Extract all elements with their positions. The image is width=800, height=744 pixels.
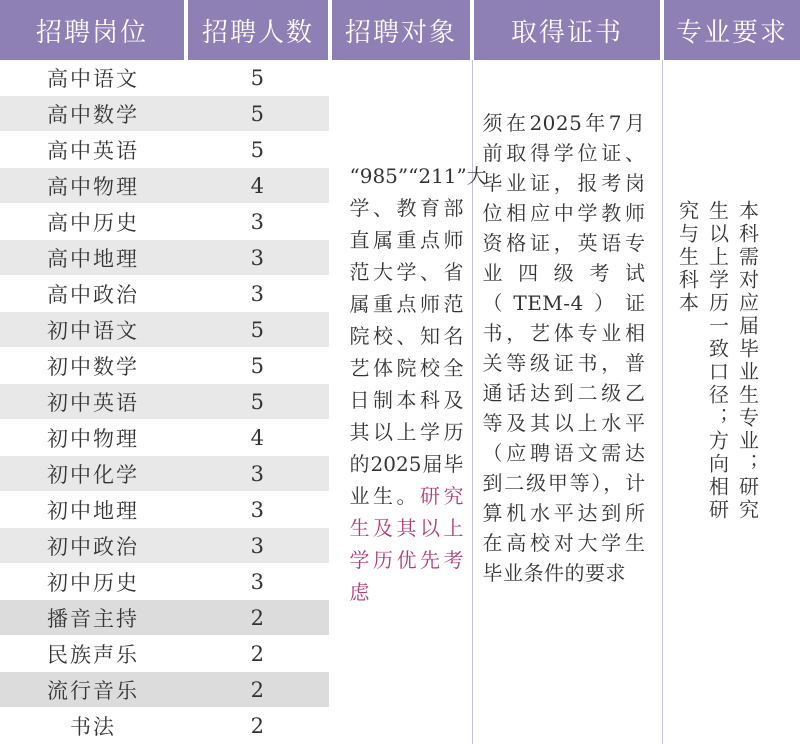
header-count: 招聘人数 [186,0,330,60]
certificate-cell [472,60,662,744]
count-cell: 3 [186,204,330,240]
position-cell: 初中历史 [0,564,186,600]
table-row [0,60,800,96]
count-cell: 3 [186,456,330,492]
count-cell: 2 [186,636,330,672]
count-cell: 3 [186,492,330,528]
position-cell: 高中政治 [0,276,186,312]
count-cell: 3 [186,564,330,600]
count-cell: 2 [186,600,330,636]
target-text: “985”“211”大学、教育部直属重点师范大学、省属重点师范院校、知名艺体院校全日制本科及其以上学历的2025届毕业生。 [349,164,487,508]
position-cell: 高中数学 [0,96,186,132]
position-cell: 初中物理 [0,420,186,456]
count-cell: 5 [186,348,330,384]
position-cell: 播音主持 [0,600,186,636]
count-cell: 3 [186,528,330,564]
position-cell: 高中英语 [0,132,186,168]
position-cell: 高中历史 [0,204,186,240]
header-position: 招聘岗位 [0,0,186,60]
count-cell: 5 [186,96,330,132]
position-cell: 初中数学 [0,348,186,384]
position-cell: 高中物理 [0,168,186,204]
count-cell: 5 [186,312,330,348]
target-cell [330,60,487,744]
count-cell: 3 [186,240,330,276]
certificate-text: 须在2025年7月前取得学位证、毕业证，报考岗位相应中学教师资格证，英语专业四级考试（TEM-4）证书，艺体专业相关等级证书，普通话达到二级乙等及其以上水平（应聘语文需达到二级甲等），计算机水平达到所在高校对大学生毕业条件的要求 [482,111,646,585]
position-cell: 初中化学 [0,456,186,492]
header-row [0,0,800,60]
header-target: 招聘对象 [330,0,472,60]
major-cell [662,60,800,744]
position-cell: 流行音乐 [0,672,186,708]
header-major: 专业要求 [662,0,800,60]
position-cell: 高中语文 [0,60,186,96]
position-cell: 书法 [0,708,186,744]
position-cell: 民族声乐 [0,636,186,672]
major-text: 本科需对应届毕业生专业；研究生以上学历一致口径；方向相研究与生科本 [675,200,760,522]
position-cell: 初中语文 [0,312,186,348]
count-cell: 4 [186,168,330,204]
count-cell: 2 [186,672,330,708]
header-certificate: 取得证书 [472,0,662,60]
count-cell: 5 [186,132,330,168]
count-cell: 2 [186,708,330,744]
count-cell: 5 [186,384,330,420]
count-cell: 5 [186,60,330,96]
count-cell: 4 [186,420,330,456]
target-highlight: 研究生及其以上学历优先考虑 [349,484,464,604]
count-cell: 3 [186,276,330,312]
position-cell: 初中英语 [0,384,186,420]
position-cell: 初中地理 [0,492,186,528]
position-cell: 高中地理 [0,240,186,276]
position-cell: 初中政治 [0,528,186,564]
